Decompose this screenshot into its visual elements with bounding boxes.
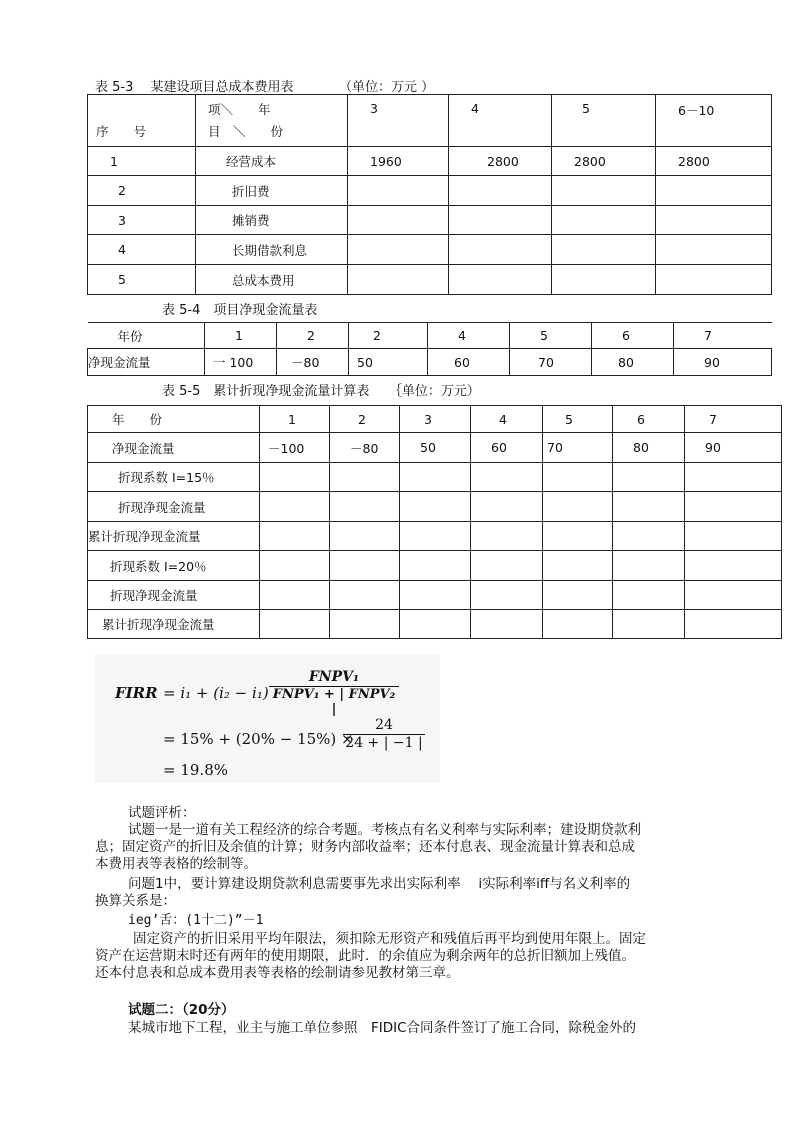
- cell: －80: [277, 349, 349, 376]
- cell: [449, 176, 552, 206]
- table-row: [88, 206, 772, 235]
- header-item-line1: 项＼ 年: [208, 101, 271, 117]
- analysis-p1-line3: 本费用表等表格的绘制等。: [95, 856, 257, 872]
- cell: [685, 463, 782, 492]
- cell: [400, 522, 471, 551]
- table55: [87, 405, 782, 639]
- row-no: 4: [88, 235, 196, 265]
- cell: [260, 610, 330, 639]
- cell: [543, 522, 613, 551]
- table-row: [88, 147, 772, 176]
- table-row: [88, 463, 782, 492]
- cell: [613, 581, 685, 610]
- fraction-numerator: 24: [343, 717, 425, 735]
- year-header: 5: [543, 406, 613, 433]
- cell: [656, 206, 772, 235]
- cell: [330, 551, 400, 581]
- cell: [330, 492, 400, 522]
- cell: [552, 206, 656, 235]
- cell: 80: [592, 349, 674, 376]
- cell: [348, 206, 449, 235]
- cell: －80: [330, 433, 400, 463]
- table54-caption: 表 5-4 项目净现金流量表: [162, 303, 318, 318]
- cell: [330, 522, 400, 551]
- year-header: 2: [330, 406, 400, 433]
- header-item-line2: 目 ＼ 份: [208, 123, 284, 139]
- cell: [449, 265, 552, 295]
- row-name: 长期借款利息: [196, 235, 348, 265]
- formula-line1: = i₁ + (i₂ − i₁): [163, 684, 269, 702]
- table-row: [88, 610, 782, 639]
- row-label: 净现金流量: [88, 349, 205, 376]
- table-row: [88, 581, 782, 610]
- year-header: 1: [205, 323, 277, 349]
- row-label: 累计折现净现金流量: [88, 610, 260, 639]
- cell: [543, 551, 613, 581]
- cell: 50: [349, 349, 428, 376]
- fraction-denominator: 24 + | −1 |: [345, 735, 423, 751]
- cell: [260, 581, 330, 610]
- cell: [685, 581, 782, 610]
- year-header: 6: [592, 323, 674, 349]
- row-label: 折现系数 I=20％: [88, 551, 260, 581]
- year-header: 1: [260, 406, 330, 433]
- cell: [552, 176, 656, 206]
- cell: [400, 463, 471, 492]
- row-label: 累计折现净现金流量: [88, 522, 260, 551]
- year-header: 6: [613, 406, 685, 433]
- table-row: [88, 492, 782, 522]
- header-seq: 序 号: [96, 124, 147, 139]
- table53: [87, 94, 772, 295]
- cell: [543, 492, 613, 522]
- question2-line1: 某城市地下工程，业主与施工单位参照 FIDIC合同条件签订了施工合同，除税金外的: [128, 1020, 637, 1036]
- formula-fraction-1: [269, 669, 399, 717]
- analysis-p3-line2: 资产在运营期末时还有两年的使用期限，此时．的余值应为剩余两年的总折旧额加上残值。: [95, 948, 635, 964]
- formula-line3: = 19.8%: [163, 761, 228, 779]
- year-header: 2: [277, 323, 349, 349]
- cell: [656, 176, 772, 206]
- row-no: 1: [88, 147, 196, 176]
- cell: [471, 551, 543, 581]
- analysis-p3-line1: 固定资产的折旧采用平均年限法，须扣除无形资产和残值后再平均到使用年限上。固定: [133, 931, 646, 947]
- table-row: [88, 522, 782, 551]
- cell: [685, 610, 782, 639]
- cell: 60: [428, 349, 510, 376]
- cell: 50: [400, 433, 471, 463]
- cell: [471, 610, 543, 639]
- cell: [685, 522, 782, 551]
- cell: 60: [471, 433, 543, 463]
- cell: 2800: [656, 147, 772, 176]
- cell: －100: [260, 433, 330, 463]
- cell: [260, 551, 330, 581]
- table-row: [88, 235, 772, 265]
- cell: [685, 551, 782, 581]
- table-row: [88, 406, 782, 433]
- cell: 一 100: [205, 349, 277, 376]
- cell: [613, 463, 685, 492]
- cell: [613, 551, 685, 581]
- year-header: 3: [348, 95, 449, 147]
- row-label: 净现金流量: [88, 433, 260, 463]
- cell: [471, 581, 543, 610]
- table-row: [88, 551, 782, 581]
- year-header: 6－10: [656, 95, 772, 147]
- year-header: 4: [449, 95, 552, 147]
- fraction-denominator: FNPV₁ + | FNPV₂ |: [272, 687, 396, 717]
- cell: [656, 235, 772, 265]
- cell: 1960: [348, 147, 449, 176]
- table55-caption: 表 5-5 累计折现净现金流量计算表 ｛单位：万元）: [162, 384, 480, 399]
- table-row: [88, 323, 772, 349]
- cell: [552, 235, 656, 265]
- row-label: 年 份: [88, 406, 260, 433]
- table-row: [88, 265, 772, 295]
- cell: [613, 522, 685, 551]
- cell: [348, 176, 449, 206]
- year-header: 2: [349, 323, 428, 349]
- cell: [471, 522, 543, 551]
- cell: [543, 610, 613, 639]
- analysis-p3-line3: 还本付息表和总成本费用表等表格的绘制请参见教材第三章。: [95, 965, 460, 981]
- year-header: 4: [428, 323, 510, 349]
- row-name: 折旧费: [196, 176, 348, 206]
- table-row: [88, 349, 772, 376]
- year-header: 4: [471, 406, 543, 433]
- header-item-cell: [196, 95, 348, 147]
- cell: [449, 206, 552, 235]
- cell: [613, 492, 685, 522]
- row-label: 折现净现金流量: [88, 492, 260, 522]
- formula-line2: = 15% + (20% − 15%) ×: [163, 730, 354, 748]
- cell: 2800: [449, 147, 552, 176]
- cell: [400, 610, 471, 639]
- analysis-p1-line1: 试题一是一道有关工程经济的综合考题。考核点有名义利率与实际利率；建设期贷款利: [128, 822, 641, 838]
- row-label: 折现净现金流量: [88, 581, 260, 610]
- question2-title: 试题二：（20分）: [128, 1002, 235, 1018]
- cell: [348, 265, 449, 295]
- cell: [260, 463, 330, 492]
- cell: 70: [510, 349, 592, 376]
- formula-lhs: FIRR: [115, 684, 158, 702]
- cell: [400, 581, 471, 610]
- header-seq-cell: [88, 95, 196, 147]
- analysis-title: 试题评析：: [128, 805, 196, 821]
- row-label: 折现系数 I=15％: [88, 463, 260, 492]
- cell: 70: [543, 433, 613, 463]
- cell: [400, 492, 471, 522]
- cell: [348, 235, 449, 265]
- analysis-p2-line2: 换算关系是：: [95, 893, 176, 909]
- cell: [543, 581, 613, 610]
- cell: [471, 463, 543, 492]
- row-no: 3: [88, 206, 196, 235]
- cell: [613, 610, 685, 639]
- cell: 80: [613, 433, 685, 463]
- cell: [685, 492, 782, 522]
- table-row: [88, 433, 782, 463]
- cell: [471, 492, 543, 522]
- row-label: 年份: [88, 323, 205, 349]
- row-name: 经营成本: [196, 147, 348, 176]
- cell: 90: [674, 349, 772, 376]
- table54: [87, 322, 772, 376]
- row-name: 总成本费用: [196, 265, 348, 295]
- analysis-p2-line1: 问题1中，要计算建设期贷款利息需要事先求出实际利率 i实际利率iff与名义利率的: [128, 876, 631, 892]
- table53-caption: 表 5-3 某建设项目总成本费用表 （单位：万元 ）: [95, 80, 435, 95]
- cell: [400, 551, 471, 581]
- cell: [552, 265, 656, 295]
- cell: [543, 463, 613, 492]
- firr-formula: [95, 655, 440, 783]
- cell: [449, 235, 552, 265]
- cell: 90: [685, 433, 782, 463]
- cell: [260, 522, 330, 551]
- cell: [330, 463, 400, 492]
- year-header: 5: [510, 323, 592, 349]
- table-row: [88, 176, 772, 206]
- cell: [656, 265, 772, 295]
- cell: [330, 581, 400, 610]
- fraction-numerator: FNPV₁: [269, 669, 399, 687]
- row-no: 5: [88, 265, 196, 295]
- row-name: 摊销费: [196, 206, 348, 235]
- year-header: 7: [674, 323, 772, 349]
- cell: [330, 610, 400, 639]
- analysis-p1-line2: 息；固定资产的折旧及余值的计算；财务内部收益率；还本付息表、现金流量计算表和总成: [95, 839, 635, 855]
- year-header: 5: [552, 95, 656, 147]
- row-no: 2: [88, 176, 196, 206]
- formula-fraction-2: [343, 717, 425, 751]
- year-header: 7: [685, 406, 782, 433]
- year-header: 3: [400, 406, 471, 433]
- cell: 2800: [552, 147, 656, 176]
- cell: [260, 492, 330, 522]
- analysis-p2-formula: ieg’舌：(1十二)”－1: [128, 913, 264, 928]
